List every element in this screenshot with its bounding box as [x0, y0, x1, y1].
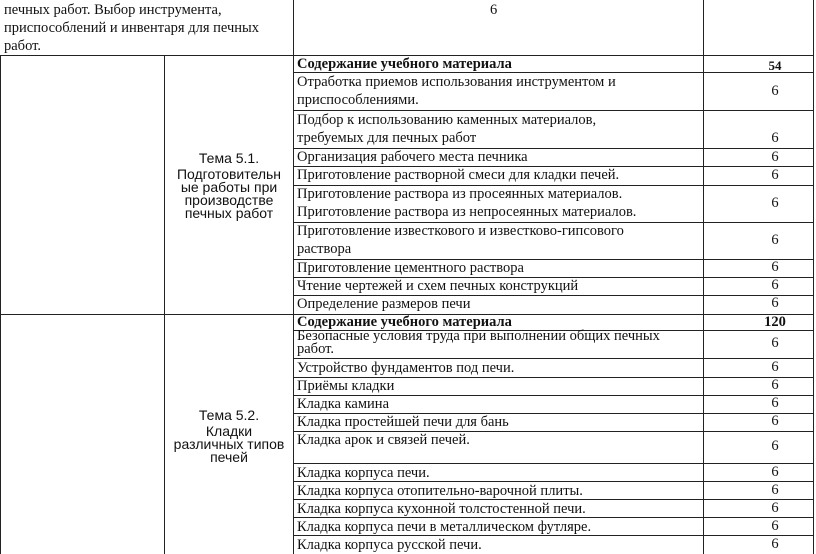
- top-row-text-line: приспособлений и инвентаря для печных: [4, 20, 259, 36]
- theme-line: Тема 5.1.: [198, 150, 260, 166]
- row-hours: 6: [771, 395, 779, 411]
- content-line: Организация рабочего места печника: [297, 149, 528, 165]
- section-header: Содержание учебного материала: [297, 56, 512, 72]
- content-line: Кладка простейшей печи для бань: [297, 414, 509, 430]
- content-line: Приёмы кладки: [297, 378, 395, 394]
- theme-line: различных типов: [173, 436, 285, 452]
- row-hours: 6: [771, 413, 779, 429]
- content-line: работ.: [297, 341, 334, 357]
- content-line: Приготовление известкового и известково-гипсового: [297, 223, 624, 239]
- row-hours: 6: [771, 482, 779, 498]
- content-line: Кладка корпуса русской печи.: [297, 537, 482, 553]
- row-hours: 6: [771, 232, 779, 248]
- theme-line: печей: [210, 449, 248, 465]
- table-border-left: [0, 55, 1, 554]
- content-line: Приготовление растворной смеси для кладки печей.: [297, 167, 620, 183]
- row-hours: 6: [771, 377, 779, 393]
- top-row-text-line: печных работ. Выбор инструмента,: [4, 2, 222, 18]
- theme-5-1: [166, 152, 292, 220]
- row-hours: 6: [771, 464, 779, 480]
- row-hours: 6: [771, 536, 779, 552]
- content-line: Приготовление раствора из просеянных материалов.: [297, 186, 623, 202]
- row-hours: 6: [771, 195, 779, 211]
- content-line: приспособлениями.: [297, 92, 419, 108]
- row-hours: 6: [771, 359, 779, 375]
- theme-line: Подготовительн: [176, 166, 282, 182]
- row-divider: [293, 463, 814, 464]
- row-hours: 6: [771, 335, 779, 351]
- content-line: Кладка корпуса отопительно-варочной плиты.: [297, 483, 583, 499]
- content-line: Кладка корпуса кухонной толстостенной печи.: [297, 501, 586, 517]
- section-header-hours: 120: [764, 314, 786, 330]
- row-hours: 6: [771, 518, 779, 534]
- content-line: раствора: [297, 241, 352, 257]
- table-border-theme-left: [164, 55, 165, 554]
- content-line: Кладка арок и связей печей.: [297, 432, 470, 448]
- content-line: Кладка камина: [297, 396, 389, 412]
- content-line: требуемых для печных работ: [297, 130, 477, 146]
- theme-5-2: [166, 409, 292, 464]
- theme-line: Тема 5.2.: [198, 407, 260, 423]
- content-line: Безопасные условия труда при выполнении общих печных: [297, 328, 660, 344]
- theme-line: производстве: [184, 192, 274, 208]
- row-divider: [293, 110, 814, 111]
- row-hours: 6: [771, 295, 779, 311]
- row-hours: 6: [771, 500, 779, 516]
- top-row-hours: 6: [490, 2, 498, 18]
- theme-line: Кладки: [205, 423, 253, 439]
- row-hours: 6: [771, 277, 779, 293]
- theme-line: печных работ: [184, 205, 274, 221]
- top-row-text-line: работ.: [4, 38, 41, 54]
- row-hours: 6: [771, 259, 779, 275]
- row-hours: 6: [771, 130, 779, 146]
- content-line: Определение размеров печи: [297, 296, 471, 312]
- row-hours: 6: [771, 438, 779, 454]
- content-line: Устройство фундаментов под печи.: [297, 360, 515, 376]
- content-line: Подбор к использованию каменных материалов,: [297, 112, 597, 128]
- content-line: Отработка приемов использования инструментом и: [297, 74, 616, 90]
- row-hours: 6: [771, 149, 779, 165]
- row-divider: [293, 358, 814, 359]
- content-line: Кладка корпуса печи.: [297, 465, 430, 481]
- content-line: Чтение чертежей и схем печных конструкций: [297, 278, 579, 294]
- section-header: Содержание учебного материала: [297, 314, 512, 330]
- row-hours: 6: [771, 83, 779, 99]
- section-header-hours: 54: [768, 58, 782, 73]
- content-line: Приготовление цементного раствора: [297, 260, 524, 276]
- content-line: Кладка корпуса печи в металлическом футляре.: [297, 519, 592, 535]
- row-hours: 6: [771, 167, 779, 183]
- theme-line: ые работы при: [180, 179, 278, 195]
- content-line: Приготовление раствора из непросеянных материалов.: [297, 204, 637, 220]
